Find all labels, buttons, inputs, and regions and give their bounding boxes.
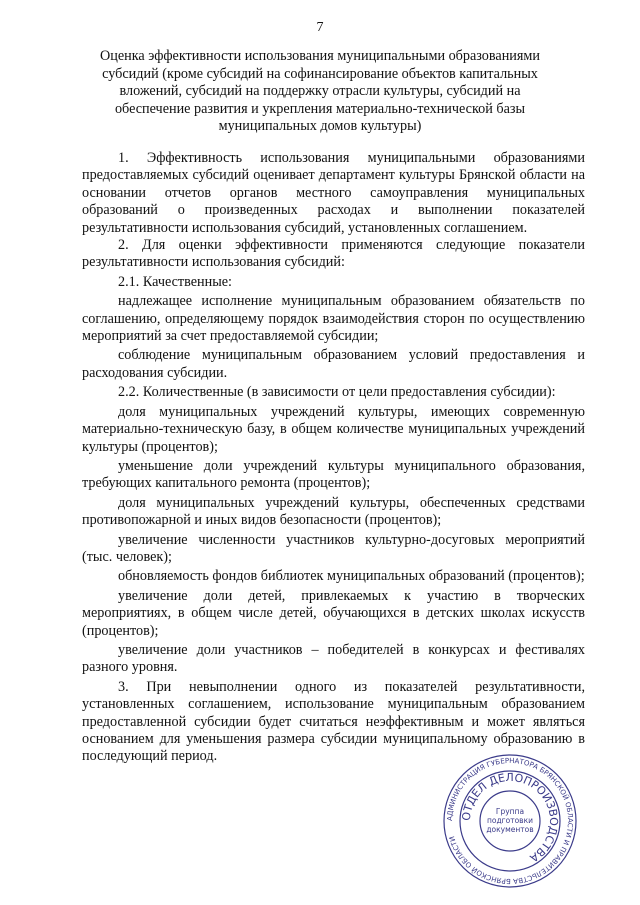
document-title: Оценка эффективности использования муниципальными образованиями субсидий (кроме субсидий на софинансирование объектов капитальных вложений, субсидий на поддержку отрасли культуры, субсидий на обеспечение развития и укрепления материально-технической базы муниципальных домов культуры) bbox=[99, 48, 540, 135]
seal-center-line-3: документов bbox=[486, 825, 534, 834]
paragraph-2-2-item-3: доля муниципальных учреждений культуры, обеспеченных средствами противопожарной и иных видов безопасности (процентов); bbox=[82, 494, 585, 529]
paragraph-2-2-item-4: увеличение численности участников культурно-досуговых мероприятий (тыс. человек); bbox=[82, 531, 585, 565]
paragraph-2: 2. Для оценки эффективности применяются следующие показатели результативности использования субсидий: bbox=[82, 237, 585, 271]
seal-center-line-1: Группа bbox=[495, 807, 525, 816]
paragraph-3: 3. При невыполнении одного из показателей результативности, установленных соглашением, использование муниципальным образованием предоставленной субсидии будет считаться неэффективным и может являться основанием для уменьшения размера субсидии муниципальному образованию в последующий период. bbox=[82, 678, 585, 765]
paragraph-2-2-item-1: доля муниципальных учреждений культуры, имеющих современную материально-техническую базу, в общем количестве муниципальных учреждений культуры (процентов); bbox=[82, 403, 585, 455]
page-number: 7 bbox=[316, 20, 324, 35]
paragraph-2-1-item-2: соблюдение муниципальным образованием условий предоставления и расходования субсидии. bbox=[82, 347, 585, 381]
seal-inner-text: ОТДЕЛ ДЕЛОПРОИЗВОДСТВА bbox=[459, 770, 561, 865]
paragraph-2-2-item-2: уменьшение доли учреждений культуры муниципального образования, требующих капитального ремонта (процентов); bbox=[82, 457, 585, 492]
paragraph-2-1: 2.1. Качественные: bbox=[118, 273, 232, 290]
document-body bbox=[82, 150, 585, 766]
paragraph-2-1-item-1: надлежащее исполнение муниципальным образованием обязательств по соглашению, определяющему порядок взаимодействия сторон по осуществлению мероприятий за счет предоставляемой субсидии; bbox=[82, 293, 585, 345]
paragraph-2-2: 2.2. Количественные (в зависимости от цели предоставления субсидии): bbox=[118, 384, 556, 401]
seal-outer-text: АДМИНИСТРАЦИЯ ГУБЕРНАТОРА БРЯНСКОЙ ОБЛАСТИ И ПРАВИТЕЛЬСТВА БРЯНСКОЙ ОБЛАСТИ bbox=[445, 756, 575, 886]
paragraph-1: 1. Эффективность использования муниципальными образованиями предоставляемых субсидий оценивает департамент культуры Брянской области на основании отчетов органов местного самоуправления муниципальных образований о произведенных расходах и выполнении показателей результативности использования субсидий, установленных соглашением. bbox=[82, 150, 585, 236]
department-seal-stamp bbox=[442, 753, 578, 889]
seal-center-line-2: подготовки bbox=[487, 816, 533, 825]
paragraph-2-2-item-5: обновляемость фондов библиотек муниципальных образований (процентов); bbox=[118, 568, 585, 585]
paragraph-2-2-item-6: увеличение доли детей, привлекаемых к участию в творческих мероприятиях, в общем числе детей, обучающихся в детских школах искусств (процентов); bbox=[82, 587, 585, 639]
paragraph-2-2-item-7: увеличение доли участников – победителей в конкурсах и фестивалях разного уровня. bbox=[82, 641, 585, 676]
